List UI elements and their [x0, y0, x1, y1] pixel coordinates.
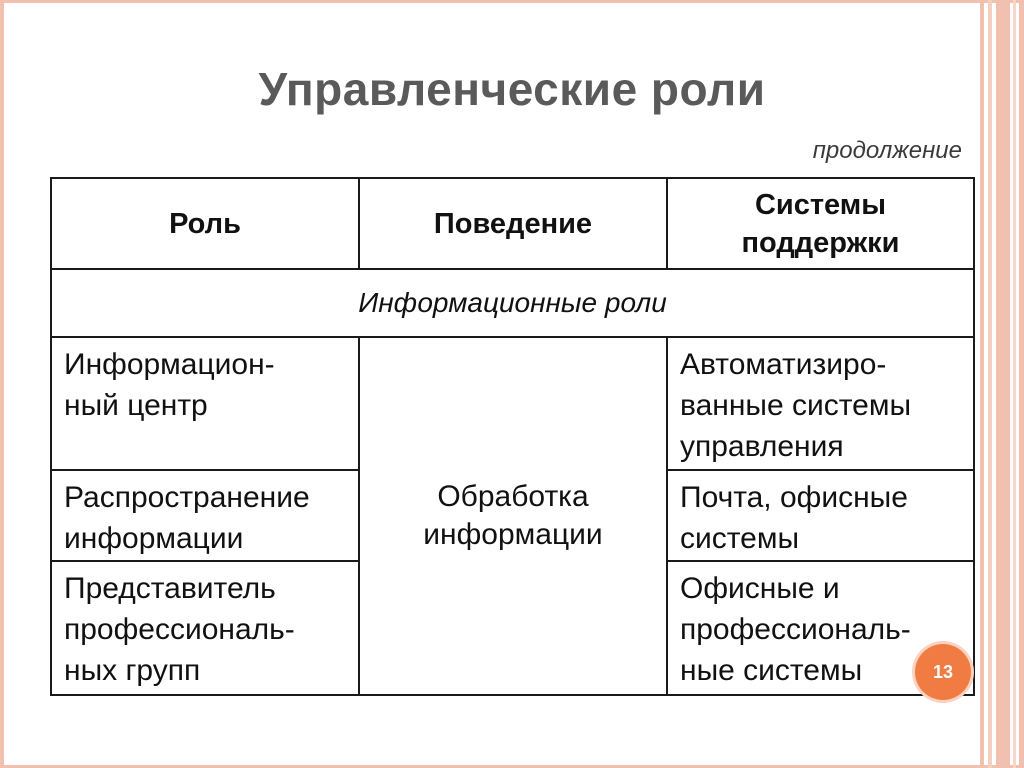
header-support-line: Системы [754, 188, 887, 221]
section-informational-roles: Информационные роли [51, 269, 974, 337]
role-cell [51, 470, 359, 561]
role-line: ный центр [64, 389, 208, 422]
page-number-badge: 13 [915, 644, 971, 700]
header-support-systems [667, 178, 974, 269]
header-support-line: поддержки [741, 226, 900, 259]
role-cell [51, 561, 359, 695]
slide-subtitle: продолжение [812, 137, 962, 164]
support-cell [667, 337, 974, 470]
role-cell [51, 337, 359, 470]
role-line: Информацион- [64, 348, 275, 381]
support-line: ные системы [680, 654, 863, 687]
role-line: ных групп [64, 654, 201, 687]
support-line: Автоматизиро- [680, 348, 887, 381]
role-line: Представитель [64, 572, 276, 605]
section-row [51, 269, 974, 337]
slide-title: Управленческие роли [258, 63, 766, 115]
support-line: ванные системы [680, 389, 912, 422]
roles-table [50, 177, 975, 696]
behavior-cell [359, 337, 667, 695]
behavior-line: информации [423, 518, 603, 551]
support-line: Почта, офисные [680, 481, 908, 514]
support-line: Офисные и [680, 572, 840, 605]
header-row [51, 178, 974, 269]
support-line: системы [680, 522, 800, 555]
support-cell [667, 470, 974, 561]
table-row [51, 337, 974, 470]
role-line: Распространение [64, 481, 310, 514]
support-line: профессиональ- [680, 613, 911, 646]
support-line: управления [680, 430, 844, 463]
behavior-line: Обработка [437, 480, 589, 513]
header-behavior: Поведение [359, 178, 667, 269]
role-line: профессиональ- [64, 613, 295, 646]
header-role: Роль [51, 178, 359, 269]
role-line: информации [64, 522, 244, 555]
